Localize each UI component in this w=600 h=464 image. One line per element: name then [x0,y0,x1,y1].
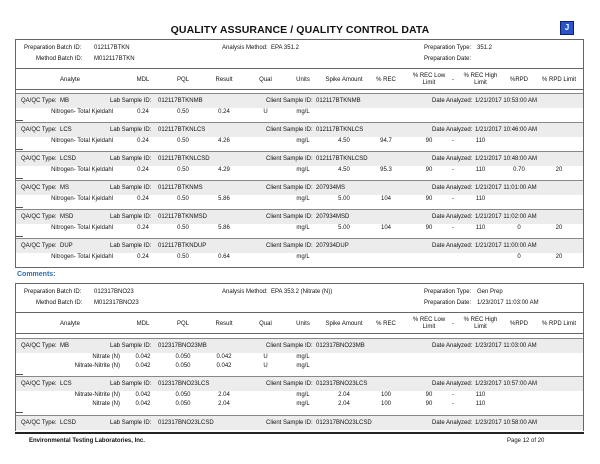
date-analyzed-label: Date Analyzed: [432,214,473,220]
cell-rpd: 0 [517,254,521,260]
date-analyzed-label: Date Analyzed: [432,156,473,162]
cell-mdl: 0.24 [137,225,149,231]
client-sample-value: 012117BTKNLCS [316,127,364,133]
table-row [16,225,583,235]
lab-sample-value: 012117BTKNMSD [158,214,207,220]
cell-dash: - [452,392,454,398]
cell-units: mg/L [296,225,310,231]
col-pql: PQL [176,321,189,327]
method-batch-label: Method Batch ID: [36,56,83,62]
date-analyzed-label: Date Analyzed: [432,127,473,133]
cell-analyte: Nitrogen- Total Kjeldahl [51,196,113,202]
client-sample-value: 207934DUP [316,243,349,249]
cell-high: 110 [475,401,486,407]
qaqc-type-label: QA/QC Type: [21,243,57,249]
col-rec-high-limit: Limit [474,324,487,330]
cell-result: 5.86 [218,196,230,202]
col-rec-high: % REC High [463,73,498,79]
table-row [16,401,583,411]
qaqc-group-header [16,338,583,353]
date-analyzed-value: 1/21/2017 11:02:00 AM [475,214,537,220]
col-rec-low: % REC Low [412,317,446,323]
lab-sample-label: Lab Sample ID: [110,185,152,191]
table-row [16,138,583,148]
qaqc-group-header [16,180,583,195]
lab-sample-label: Lab Sample ID: [110,214,152,220]
date-analyzed-label: Date Analyzed: [432,185,473,191]
prep-type-value: 351.2 [477,45,493,51]
footer-company: Environmental Testing Laboratories, Inc. [29,438,145,444]
cell-pql: 0.050 [175,392,191,398]
table-row [16,167,583,177]
date-analyzed-value: 1/23/2017 10:58:00 AM [475,420,538,426]
cell-units: mg/L [296,138,310,144]
cell-result: 2.04 [218,401,230,407]
col-spike-amount: Spike Amount [325,77,363,83]
col-result: Result [215,321,233,327]
date-analyzed-value: 1/23/2017 10:57:00 AM [475,381,538,387]
prep-type-value: Gen Prep [477,289,503,295]
cell-mdl: 0.042 [135,354,151,360]
row-tick [16,236,23,237]
date-analyzed-label: Date Analyzed: [432,243,473,249]
date-analyzed-value: 1/21/2017 10:48:00 AM [475,156,538,162]
date-analyzed-value: 1/21/2017 10:53:00 AM [475,98,538,104]
cell-rec: 100 [380,392,391,398]
lab-sample-value: 012117BTKNDUP [158,243,207,249]
cell-high: 110 [475,392,486,398]
cell-result: 4.29 [218,167,230,173]
client-sample-label: Client Sample ID: [266,214,313,220]
cell-spike: 4.50 [338,138,350,144]
cell-spike: 4.50 [338,167,350,173]
method-batch-value: M012117BTKN [94,56,135,62]
col-result: Result [215,77,233,83]
cell-units: mg/L [296,401,310,407]
batch-2-header [16,289,583,309]
cell-high: 110 [475,138,486,144]
lab-sample-value: 012317BNO23LCS [158,381,210,387]
qaqc-type-value: MB [60,98,69,104]
cell-spike: 5.00 [338,225,350,231]
cell-qual: U [263,109,268,115]
client-sample-label: Client Sample ID: [266,98,313,104]
cell-analyte: Nitrogen- Total Kjeldahl [51,167,113,173]
cell-rec: 95.3 [380,167,392,173]
client-sample-value: 012117BTKNMB [316,98,361,104]
cell-high: 110 [475,225,486,231]
col-units: Units [296,77,310,83]
prep-date-value: 1/23/2017 11:03:00 AM [477,300,539,306]
lab-sample-value: 012117BTKNLCS [158,127,206,133]
col-rpd: %RPD [509,321,528,327]
cell-mdl: 0.24 [137,167,149,173]
lab-sample-label: Lab Sample ID: [110,98,152,104]
qaqc-type-value: MSD [60,214,74,220]
col-rec: % REC [376,77,396,83]
client-sample-label: Client Sample ID: [266,243,313,249]
cell-units: mg/L [296,392,310,398]
column-header-row [16,68,583,90]
client-sample-value: 012317BNO23LCSD [316,420,372,426]
col-mdl: MDL [136,77,150,83]
cell-low: 90 [425,196,433,202]
col-units: Units [296,321,310,327]
qaqc-group-header [16,151,583,166]
qaqc-group-header [16,415,583,430]
client-sample-value: 207934MS [316,185,346,191]
cell-spike: 5.00 [338,196,350,202]
client-sample-value: 012117BTKNLCSD [316,156,368,162]
method-batch-value: M012317BNO23 [94,300,139,306]
cell-pql: 0.050 [175,401,191,407]
prep-type-label: Preparation Type: [424,45,472,51]
client-sample-label: Client Sample ID: [266,420,313,426]
analysis-method-label: Analysis Method: [222,45,268,51]
cell-result: 0.042 [216,363,232,369]
date-analyzed-label: Date Analyzed: [432,420,473,426]
row-tick [16,207,23,208]
lab-sample-value: 012317BNO23LCSD [158,420,214,426]
cell-rec: 104 [380,196,391,202]
table-row [16,254,583,264]
col-rec-high: % REC High [463,317,498,323]
date-analyzed-label: Date Analyzed: [432,343,473,349]
cell-dash: - [452,167,454,173]
lab-sample-label: Lab Sample ID: [110,243,152,249]
qaqc-group-header [16,93,583,108]
cell-pql: 0.050 [175,354,191,360]
qaqc-type-value: DUP [60,243,73,249]
qaqc-type-label: QA/QC Type: [21,98,57,104]
col-mdl: MDL [136,321,150,327]
cell-mdl: 0.24 [137,196,149,202]
cell-result: 0.042 [216,354,232,360]
col-rec: % REC [376,321,396,327]
cell-mdl: 0.042 [135,392,151,398]
cell-rpd-limit: 20 [555,254,563,260]
cell-low: 90 [425,401,433,407]
date-analyzed-value: 1/21/2017 11:01:00 AM [475,185,537,191]
analysis-method-label: Analysis Method: [222,289,268,295]
col-analyte: Analyte [59,77,80,83]
qaqc-type-value: MS [60,185,69,191]
comments-label: Comments: [17,271,56,278]
cell-units: mg/L [296,354,310,360]
cell-rec: 104 [380,225,391,231]
qaqc-type-label: QA/QC Type: [21,127,57,133]
column-header-row [16,312,583,334]
qaqc-type-value: MB [60,343,69,349]
row-tick [16,120,23,121]
date-analyzed-value: 1/21/2017 11:00:00 AM [475,243,537,249]
cell-pql: 0.50 [177,167,189,173]
cell-analyte: Nitrogen- Total Kjeldahl [51,138,113,144]
table-row [16,363,583,373]
cell-qual: U [263,354,268,360]
footer-page-number: Page 12 of 20 [507,438,545,444]
row-tick [16,412,23,413]
qaqc-type-value: LCSD [60,156,77,162]
cell-mdl: 0.24 [137,254,149,260]
prep-batch-label: Preparation Batch ID: [24,289,82,295]
page-footer [15,432,584,444]
col-rpd-limit: % RPD Limit [541,321,576,327]
row-tick [16,149,23,150]
cell-rpd: 0 [517,225,521,231]
cell-dash: - [452,225,454,231]
cell-analyte: Nitrogen- Total Kjeldahl [51,109,113,115]
cell-analyte: Nitrate (N) [92,354,120,360]
cell-units: mg/L [296,109,310,115]
col-analyte: Analyte [59,321,80,327]
lab-sample-label: Lab Sample ID: [110,343,152,349]
qaqc-group-header [16,122,583,137]
cell-pql: 0.50 [177,254,189,260]
client-sample-value: 012317BNO23LCS [316,381,368,387]
prep-date-label: Preparation Date: [424,56,472,62]
cell-analyte: Nitrate (N) [92,401,120,407]
cell-low: 90 [425,392,433,398]
client-sample-label: Client Sample ID: [266,127,313,133]
cell-result: 2.04 [218,392,230,398]
cell-result: 0.64 [218,254,230,260]
col-rec-low-limit: Limit [422,80,436,86]
qaqc-type-label: QA/QC Type: [21,420,57,426]
cell-low: 90 [425,225,433,231]
cell-low: 90 [425,138,433,144]
cell-mdl: 0.042 [135,401,151,407]
cell-rpd-limit: 20 [555,167,563,173]
col-rec-low: % REC Low [412,73,446,79]
qaqc-type-label: QA/QC Type: [21,185,57,191]
cell-units: mg/L [296,167,310,173]
date-analyzed-value: 1/23/2017 11:03:00 AM [475,343,537,349]
cell-rpd: 0.70 [513,167,525,173]
qaqc-type-value: LCSD [60,420,77,426]
cell-qual: U [263,363,268,369]
qaqc-type-label: QA/QC Type: [21,156,57,162]
qaqc-type-label: QA/QC Type: [21,214,57,220]
cell-rec: 94.7 [380,138,392,144]
batch-block-2 [15,283,584,431]
cell-rpd-limit: 20 [555,225,563,231]
table-row [16,109,583,119]
qaqc-type-label: QA/QC Type: [21,381,57,387]
col-dash: - [452,321,454,327]
col-qual: Qual [259,77,272,83]
col-qual: Qual [259,321,272,327]
cell-rec: 100 [380,401,391,407]
cell-mdl: 0.24 [137,138,149,144]
cell-mdl: 0.24 [137,109,149,115]
col-pql: PQL [176,77,189,83]
client-sample-label: Client Sample ID: [266,381,313,387]
qaqc-type-value: LCS [60,381,72,387]
col-rpd-limit: % RPD Limit [541,77,576,83]
cell-analyte: Nitrate-Nitrite (N) [74,392,120,398]
col-spike-amount: Spike Amount [325,321,363,327]
lab-sample-value: 012117BTKNMS [158,185,203,191]
col-rec-low-limit: Limit [422,324,436,330]
lab-sample-label: Lab Sample ID: [110,156,152,162]
date-analyzed-value: 1/21/2017 10:46:00 AM [475,127,538,133]
date-analyzed-label: Date Analyzed: [432,98,473,104]
client-sample-value: 012317BNO23MB [316,343,365,349]
client-sample-label: Client Sample ID: [266,343,313,349]
batch-block-1 [15,39,584,268]
qaqc-type-value: LCS [60,127,72,133]
row-tick [16,374,23,375]
corner-j-button[interactable]: J [560,21,574,35]
prep-batch-value: 012317BNO23 [94,289,134,295]
cell-high: 110 [475,167,486,173]
cell-units: mg/L [296,254,310,260]
lab-sample-value: 012317BNO23MB [158,343,207,349]
prep-batch-label: Preparation Batch ID: [24,45,82,51]
cell-pql: 0.50 [177,225,189,231]
cell-dash: - [452,196,454,202]
prep-batch-value: 012117BTKN [94,45,130,51]
col-rec-high-limit: Limit [474,80,487,86]
cell-mdl: 0.042 [135,363,151,369]
analysis-method-value: EPA 351.2 [271,45,299,51]
cell-pql: 0.50 [177,196,189,202]
prep-type-label: Preparation Type: [424,289,472,295]
cell-units: mg/L [296,363,310,369]
method-batch-label: Method Batch ID: [36,300,83,306]
cell-spike: 2.04 [338,401,350,407]
cell-analyte: Nitrate-Nitrite (N) [74,363,120,369]
lab-sample-value: 012117BTKNLCSD [158,156,210,162]
col-rpd: %RPD [509,77,528,83]
table-row [16,196,583,206]
cell-pql: 0.50 [177,109,189,115]
page-title: QUALITY ASSURANCE / QUALITY CONTROL DATA [170,24,430,36]
col-dash: - [452,77,454,83]
cell-spike: 2.04 [338,392,350,398]
cell-high: 110 [475,196,486,202]
cell-units: mg/L [296,196,310,202]
batch-1-header [16,45,583,65]
client-sample-label: Client Sample ID: [266,156,313,162]
qaqc-group-header [16,376,583,391]
qaqc-type-label: QA/QC Type: [21,343,57,349]
lab-sample-value: 012117BTKNMB [158,98,203,104]
cell-low: 90 [425,167,433,173]
lab-sample-label: Lab Sample ID: [110,420,152,426]
cell-analyte: Nitrogen- Total Kjeldahl [51,225,113,231]
date-analyzed-label: Date Analyzed: [432,381,473,387]
qaqc-group-header [16,209,583,224]
cell-result: 0.24 [218,109,230,115]
cell-pql: 0.50 [177,138,189,144]
lab-sample-label: Lab Sample ID: [110,381,152,387]
cell-pql: 0.050 [175,363,191,369]
cell-analyte: Nitrogen- Total Kjeldahl [51,254,113,260]
cell-dash: - [452,138,454,144]
analysis-method-value: EPA 353.2 (Nitrate (N)) [271,289,333,295]
cell-dash: - [452,401,454,407]
prep-date-label: Preparation Date: [424,300,472,306]
row-tick [16,178,23,179]
cell-result: 4.26 [218,138,230,144]
client-sample-label: Client Sample ID: [266,185,313,191]
client-sample-value: 207934MSD [316,214,350,220]
cell-result: 5.86 [218,225,230,231]
lab-sample-label: Lab Sample ID: [110,127,152,133]
qaqc-group-header [16,238,583,253]
